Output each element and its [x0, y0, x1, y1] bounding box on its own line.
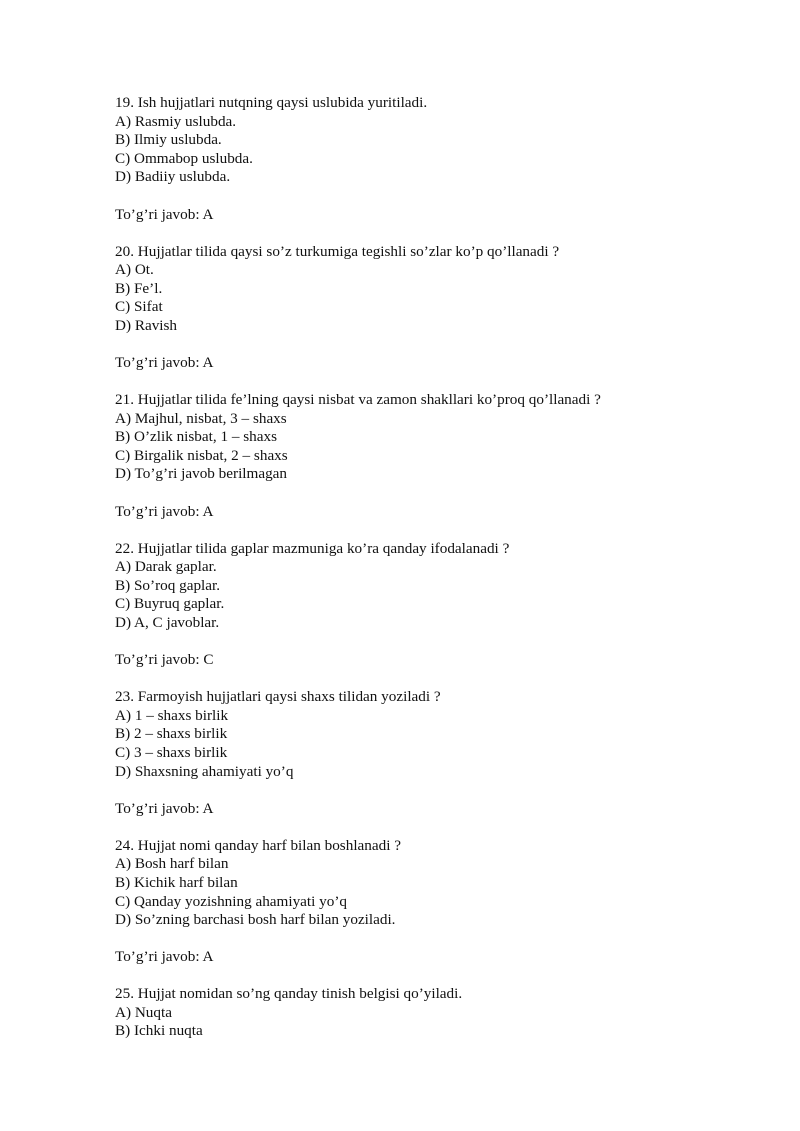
question-block-19: [115, 94, 755, 224]
option-c: C) Ommabop uslubda.: [115, 149, 253, 167]
question-text: 21. Hujjatlar tilida fe’lning qaysi nisbat va zamon shakllari ko’proq qo’llanadi ?: [115, 391, 601, 409]
option-c: C) Birgalik nisbat, 2 – shaxs: [115, 446, 288, 464]
option-d: D) To’g’ri javob berilmagan: [115, 465, 287, 483]
option-c: C) 3 – shaxs birlik: [115, 743, 228, 761]
correct-answer: To’g’ri javob: C: [115, 651, 214, 669]
option-a: A) Bosh harf bilan: [115, 855, 229, 873]
option-a: A) Nuqta: [115, 1003, 172, 1021]
option-d: D) Badiiy uslubda.: [115, 168, 231, 186]
question-block-20: [115, 243, 755, 373]
option-c: C) Sifat: [115, 298, 163, 316]
question-block-21: [115, 391, 755, 521]
option-b: B) O’zlik nisbat, 1 – shaxs: [115, 428, 277, 446]
question-text: 22. Hujjatlar tilida gaplar mazmuniga ko’ra qanday ifodalanadi ?: [115, 539, 510, 557]
question-block-25: [115, 985, 755, 1041]
correct-answer: To’g’ri javob: A: [115, 205, 214, 223]
correct-answer: To’g’ri javob: A: [115, 799, 214, 817]
option-a: A) Majhul, nisbat, 3 – shaxs: [115, 409, 287, 427]
option-b: B) 2 – shaxs birlik: [115, 725, 228, 743]
option-b: B) Kichik harf bilan: [115, 873, 238, 891]
option-b: B) Ilmiy uslubda.: [115, 131, 222, 149]
question-text: 25. Hujjat nomidan so’ng qanday tinish belgisi qo’yiladi.: [115, 985, 463, 1003]
correct-answer: To’g’ri javob: A: [115, 502, 214, 520]
option-d: D) So’zning barchasi bosh harf bilan yoziladi.: [115, 911, 396, 929]
option-a: A) Darak gaplar.: [115, 558, 217, 576]
quiz-content: [115, 94, 755, 1059]
option-b: B) Ichki nuqta: [115, 1022, 203, 1040]
option-c: C) Qanday yozishning ahamiyati yo’q: [115, 892, 347, 910]
correct-answer: To’g’ri javob: A: [115, 354, 214, 372]
question-text: 20. Hujjatlar tilida qaysi so’z turkumiga tegishli so’zlar ko’p qo’llanadi ?: [115, 242, 560, 260]
option-a: A) Ot.: [115, 261, 154, 279]
question-block-22: [115, 540, 755, 670]
option-d: D) A, C javoblar.: [115, 614, 220, 632]
option-a: A) Rasmiy uslubda.: [115, 112, 237, 130]
question-text: 19. Ish hujjatlari nutqning qaysi uslubida yuritiladi.: [115, 94, 428, 111]
question-text: 24. Hujjat nomi qanday harf bilan boshlanadi ?: [115, 836, 401, 854]
question-text: 23. Farmoyish hujjatlari qaysi shaxs tilidan yoziladi ?: [115, 688, 441, 706]
option-b: B) Fe’l.: [115, 279, 163, 297]
question-block-23: [115, 688, 755, 818]
question-block-24: [115, 837, 755, 967]
correct-answer: To’g’ri javob: A: [115, 948, 214, 966]
option-d: D) Ravish: [115, 316, 178, 334]
option-d: D) Shaxsning ahamiyati yo’q: [115, 762, 294, 780]
option-b: B) So’roq gaplar.: [115, 576, 221, 594]
option-a: A) 1 – shaxs birlik: [115, 706, 229, 724]
option-c: C) Buyruq gaplar.: [115, 595, 225, 613]
